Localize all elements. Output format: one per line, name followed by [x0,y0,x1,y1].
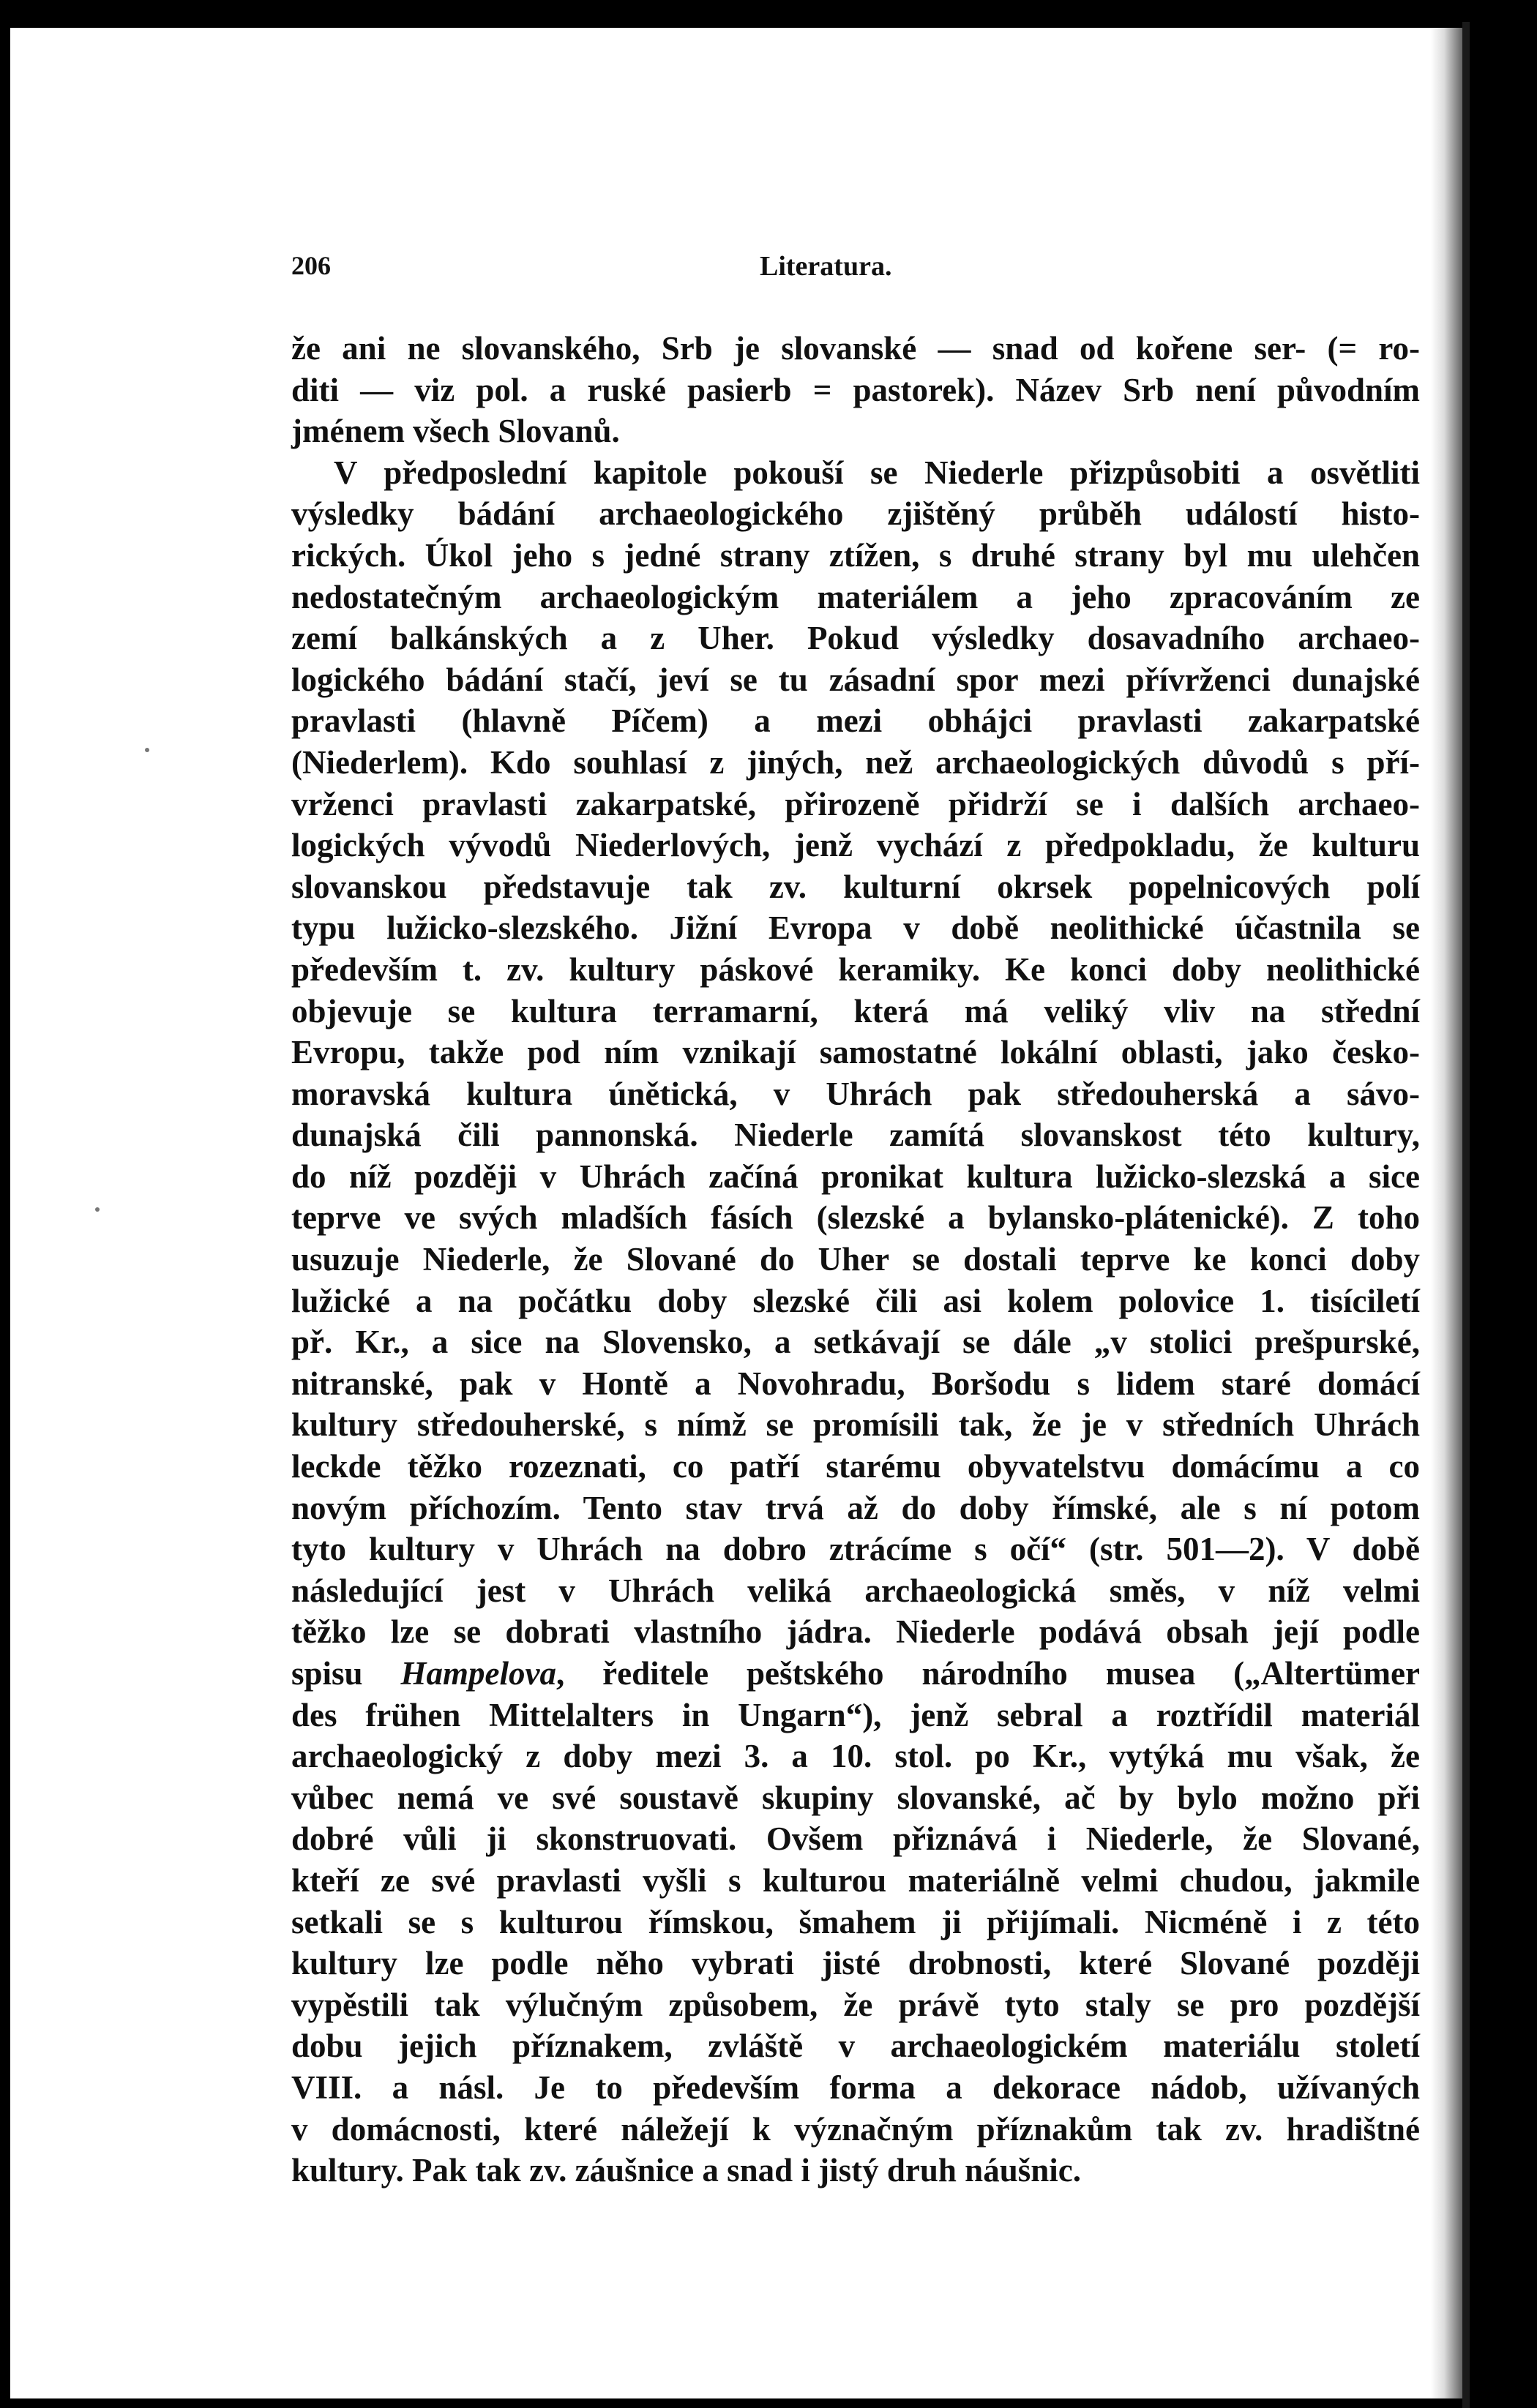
text-line: logických vývodů Niederlových, jenž vychází z předpokladu, že kulturu [291,827,1420,864]
text-line: teprve ve svých mladších fásích (slezské a bylansko-plátenické). Z toho [291,1199,1420,1237]
text-line: archaeologický z doby mezi 3. a 10. stol. po Kr., vytýká mu však, že [291,1738,1420,1775]
text-line: novým příchozím. Tento stav trvá až do doby římské, ale s ní potom [291,1489,1420,1526]
text-line: rických. Úkol jeho s jedné strany ztížen, s druhé strany byl mu ulehčen [291,536,1420,574]
text-line: dobré vůli ji skonstruovati. Ovšem přiznává i Niederle, že Slované, [291,1820,1420,1858]
text-line: kultury. Pak tak zv. záušnice a snad i jistý druh náušnic. [291,2152,1081,2189]
text-line: vypěstili tak výlučným způsobem, že právě tyto staly se pro pozdější [291,1986,1420,2023]
text-line: do níž později v Uhrách začíná pronikat kultura lužicko-slezská a sice [291,1158,1420,1195]
text-line: dobu jejich příznakem, zvláště v archaeologickém materiálu století [291,2028,1420,2065]
text-line: pravlasti (hlavně Píčem) a mezi obhájci pravlasti zakarpatské [291,702,1420,740]
text-line: typu lužicko-slezského. Jižní Evropa v době neolithické účastnila se [291,909,1420,947]
page-edge-shadow [1431,28,1464,2398]
text-line: nedostatečným archaeologickým materiálem a jeho zpracováním ze [291,578,1420,615]
text-line: zemí balkánských a z Uher. Pokud výsledky dosavadního archaeo- [291,620,1420,657]
text-line: jménem všech Slovanů. [291,413,620,450]
text-line: kultury lze podle něho vybrati jisté drobnosti, které Slované později [291,1945,1420,1982]
text-line: setkali se s kulturou římskou, šmahem ji přijímali. Nicméně i z této [291,1903,1420,1940]
text-line: že ani ne slovanského, Srb je slovanské — snad od kořene ser- (= ro- [291,330,1420,367]
text-line: VIII. a násl. Je to především forma a dekorace nádob, užívaných [291,2068,1420,2106]
emphasized-author-name: Hampelova [400,1655,556,1692]
text-line: des frühen Mittelalters in Ungarn“), jenž sebral a roztřídil materiál [291,1696,1420,1733]
scan-speck [95,1207,100,1212]
page-header [291,250,1389,294]
text-line [291,1653,1420,1695]
text-line: následující jest v Uhrách veliká archaeologická směs, v níž velmi [291,1572,1420,1609]
text-line: především t. zv. kultury páskové keramiky. Ke konci doby neolithické [291,950,1420,988]
text-line: Evropu, takže pod ním vznikají samostatné lokální oblasti, jako česko- [291,1034,1420,1071]
text-line: lužické a na počátku doby slezské čili asi kolem polovice 1. tisíciletí [291,1282,1420,1319]
text-line: př. Kr., a sice na Slovensko, a setkávají se dále „v stolici prešpurské, [291,1324,1420,1361]
text-line: kultury středouherské, s nímž se promísili tak, že je v středních Uhrách [291,1406,1420,1444]
text-line: tyto kultury v Uhrách na dobro ztrácíme s očí“ (str. 501—2). V době [291,1531,1420,1568]
text-line: objevuje se kultura terramarní, která má veliký vliv na střední [291,992,1420,1029]
text-line: slovanskou představuje tak zv. kulturní okrsek popelnicových polí [291,868,1420,905]
scan-border [1462,22,1470,2408]
text-line: vůbec nemá ve své soustavě skupiny slovanské, ač by bylo možno při [291,1779,1420,1816]
running-title: Literatura. [760,251,892,282]
text-segment: spisu [291,1655,401,1692]
text-line: diti — viz pol. a ruské pasierb = pastorek). Název Srb není původním [291,371,1420,408]
body-text [291,328,1420,2191]
text-line: dunajská čili pannonská. Niederle zamítá slovanskost této kultury, [291,1117,1420,1154]
text-line: kteří ze své pravlasti vyšli s kulturou materiálně velmi chudou, jakmile [291,1861,1420,1899]
text-line: V předposlední kapitole pokouší se Niederle přizpůsobiti a osvětliti [334,454,1420,491]
page-number: 206 [291,251,331,280]
text-line: usuzuje Niederle, že Slované do Uher se dostali teprve ke konci doby [291,1241,1420,1278]
text-line: logického bádání stačí, jeví se tu zásadní spor mezi přívrženci dunajské [291,661,1420,698]
text-segment: , ředitele peštského národního musea („Altertümer [556,1655,1420,1692]
text-line: leckde těžko rozeznati, co patří starému obyvatelstvu domácímu a co [291,1448,1420,1485]
text-line: výsledky bádání archaeologického zjištěný průběh událostí histo- [291,495,1420,533]
text-line: v domácnosti, které náležejí k význačným příznakům tak zv. hradištné [291,2110,1420,2148]
text-line: moravská kultura únětická, v Uhrách pak středouherská a sávo- [291,1075,1420,1112]
text-line: (Niederlem). Kdo souhlasí z jiných, než archaeologických důvodů s pří- [291,743,1420,781]
text-line: těžko lze se dobrati vlastního jádra. Niederle podává obsah její podle [291,1613,1420,1651]
text-line: vrženci pravlasti zakarpatské, přirozeně přidrží se i dalších archaeo- [291,785,1420,822]
text-line: nitranské, pak v Hontě a Novohradu, Boršodu s lidem staré domácí [291,1365,1420,1402]
scan-speck [145,748,149,752]
